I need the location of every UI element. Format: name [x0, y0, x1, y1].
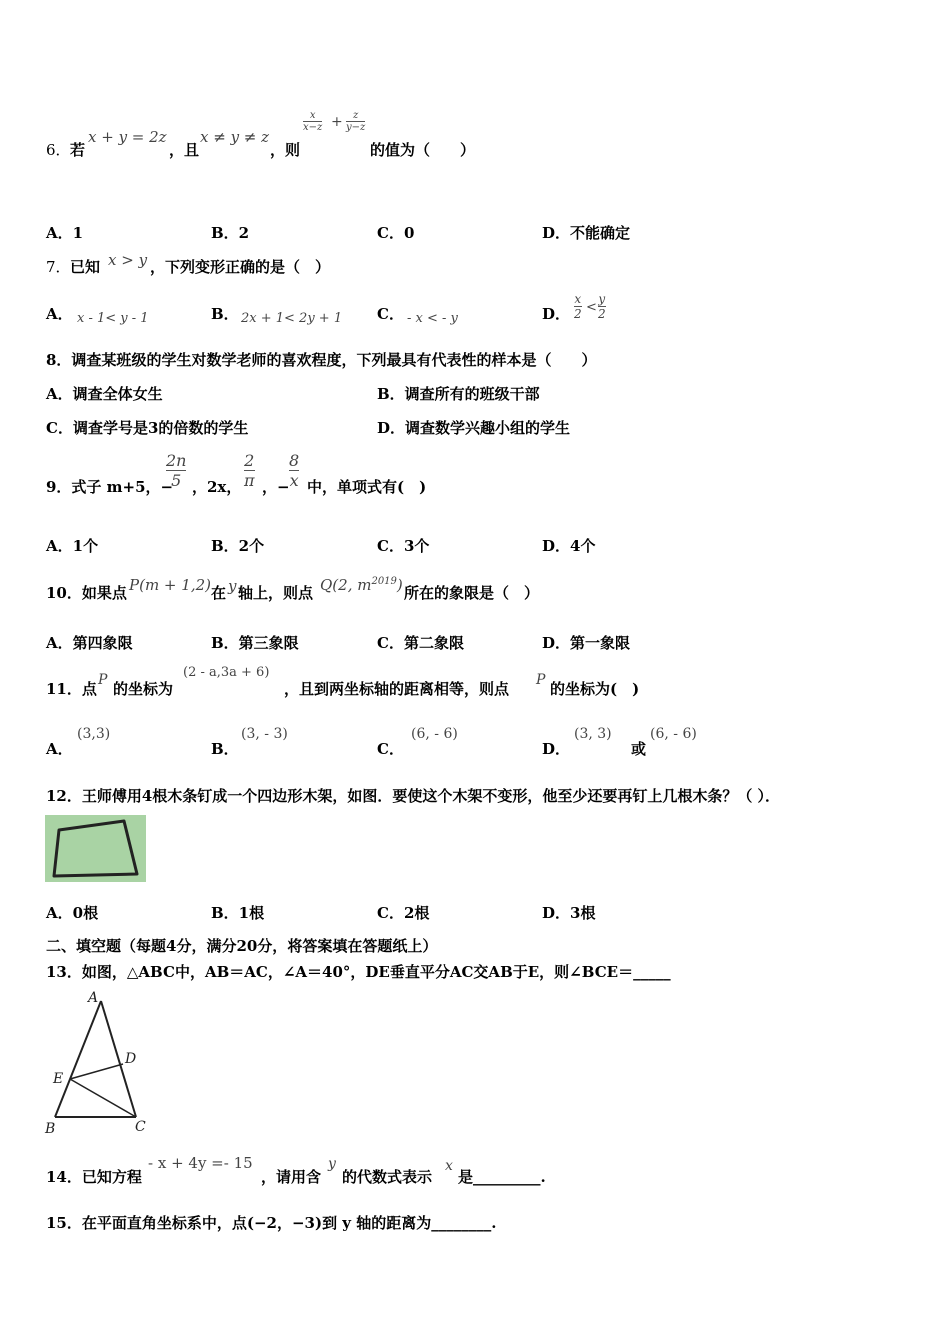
q7-d-den2: 2 — [598, 307, 606, 321]
q7-text-2: ，下列变形正确的是（ ） — [150, 258, 331, 276]
q6-option-d: D．不能确定 — [542, 224, 631, 242]
q6-option-c: C．0 — [377, 224, 415, 242]
q11-text-3: ，且到两坐标轴的距离相等，则点 — [284, 680, 510, 698]
q10-option-a: A．第四象限 — [46, 634, 133, 652]
q9-fraction-3 — [289, 451, 299, 490]
q9-f1-den: 5 — [171, 471, 182, 490]
q7-option-d-frac-2 — [598, 292, 606, 321]
q9-fraction-2 — [244, 451, 255, 490]
section-2-title: 二、填空题（每题4分，满分20分，将答案填在答题纸上） — [46, 937, 438, 955]
q6-number: 6． — [46, 141, 71, 159]
q6-plus: + — [331, 114, 343, 130]
q7-option-a-math: x - 1< y - 1 — [77, 311, 149, 326]
q11-text-2: 的坐标为 — [113, 680, 174, 698]
q14-text-4: 是_________. — [458, 1168, 546, 1186]
q6-frac2-den: y−z — [346, 122, 366, 133]
q6-math-1: x + y = 2z — [88, 128, 167, 146]
q7-option-c-math: - x < - y — [407, 311, 458, 326]
q10-option-b: B．第三象限 — [211, 634, 299, 652]
label-E: E — [53, 1071, 64, 1087]
q6-text-3: ，则 — [270, 141, 301, 159]
q9-option-b: B．2个 — [211, 537, 265, 555]
q10-text-3: 轴上，则点 — [238, 584, 314, 602]
q7-math-1: x > y — [108, 251, 148, 269]
q6-math-2: x ≠ y ≠ z — [200, 128, 270, 146]
q9-f2-den: π — [244, 471, 255, 490]
q6-option-b: B．2 — [211, 224, 250, 242]
q7-option-b-label: B． — [211, 305, 239, 323]
q7-option-d-lt: < — [586, 300, 597, 315]
q15-stem: 15．在平面直角坐标系中，点(−2，−3)到 y 轴的距离为________. — [46, 1214, 497, 1232]
segment-ED — [70, 1064, 123, 1079]
q10-text-1: 10．如果点 — [46, 584, 127, 602]
q6-frac1-den: x−z — [303, 122, 323, 133]
q12-stem: 12．王师傅用4根木条钉成一个四边形木架，如图．要使这个木架不变形，他至少还要再钉上几根木条？（ ）． — [46, 787, 781, 805]
q9-text-1: 9．式子 m+5，− — [46, 478, 174, 496]
q9-f3-den: x — [289, 471, 299, 490]
q10-math-3 — [320, 576, 403, 594]
q12-option-c: C．2根 — [377, 904, 430, 922]
q7-option-b-math: 2x + 1< 2y + 1 — [241, 311, 343, 326]
q7-option-a-label: A． — [46, 305, 73, 323]
q9-text-4: 中，单项式有( ) — [307, 478, 427, 496]
q11-option-d-label: D． — [542, 740, 571, 758]
q10-text-2: 在 — [211, 584, 227, 602]
q9-f2-num: 2 — [244, 451, 255, 470]
q7-option-d-label: D． — [542, 305, 571, 323]
q7-number: 7． — [46, 258, 71, 276]
q7-option-c-label: C． — [377, 305, 404, 323]
q14-text-1: 14．已知方程 — [46, 1168, 142, 1186]
q7-d-num2: y — [598, 292, 606, 306]
q11-option-d-math-2: (6, - 6) — [650, 726, 697, 742]
q11-option-a-label: A． — [46, 740, 73, 758]
q9-f1-num: 2n — [166, 451, 187, 470]
q11-math-3: P — [536, 672, 546, 688]
q9-f3-num: 8 — [289, 451, 300, 470]
q8-option-a: A．调查全体女生 — [46, 385, 163, 403]
q11-text-1: 11．点 — [46, 680, 97, 698]
q14-math-1: - x + 4y =- 15 — [148, 1154, 253, 1172]
q11-text-4: 的坐标为( ) — [550, 680, 640, 698]
q6-text-1: 若 — [70, 141, 86, 159]
q9-fraction-1 — [166, 451, 186, 490]
quadrilateral-figure — [45, 815, 146, 882]
q6-fraction-1 — [303, 110, 322, 133]
q7-d-den1: 2 — [574, 307, 582, 321]
segment-AB — [55, 1001, 101, 1117]
q11-option-a-math: (3,3) — [77, 726, 111, 742]
q11-option-d-or: 或 — [631, 740, 647, 758]
q10-math-3-end: ) — [396, 576, 403, 594]
q9-text-3: ，− — [262, 478, 290, 496]
q6-fraction-2 — [346, 110, 365, 133]
q7-text-1: 已知 — [70, 258, 101, 276]
q12-option-b: B．1根 — [211, 904, 265, 922]
label-B: B — [45, 1121, 56, 1137]
q13-stem: 13．如图，△ABC中，AB＝AC，∠A＝40°，DE垂直平分AC交AB于E，则∠BCE＝_____ — [46, 963, 671, 981]
q6-text-4: 的值为（ ） — [370, 141, 476, 159]
q11-option-d-math-1: (3, 3) — [574, 726, 612, 742]
q10-option-c: C．第二象限 — [377, 634, 464, 652]
q14-text-3: 的代数式表示 — [342, 1168, 433, 1186]
q14-math-3: x — [445, 1158, 453, 1174]
q9-option-a: A．1个 — [46, 537, 99, 555]
q11-option-b-math: (3, - 3) — [241, 726, 288, 742]
q11-option-c-label: C． — [377, 740, 404, 758]
q10-math-3-base: Q(2, m — [320, 576, 372, 594]
label-C: C — [135, 1119, 146, 1135]
q9-option-c: C．3个 — [377, 537, 430, 555]
q8-option-c: C．调查学号是3的倍数的学生 — [46, 419, 249, 437]
q8-option-d: D．调查数学兴趣小组的学生 — [377, 419, 571, 437]
q11-math-2: (2 - a,3a + 6) — [183, 665, 270, 680]
q7-option-d-frac-1 — [574, 292, 582, 321]
q8-stem: 8．调查某班级的学生对数学老师的喜欢程度，下列最具有代表性的样本是（ ） — [46, 351, 597, 369]
q11-option-c-math: (6, - 6) — [411, 726, 458, 742]
q10-text-4: 所在的象限是（ ） — [404, 584, 540, 602]
q7-d-num1: x — [574, 292, 582, 306]
q6-text-2: ，且 — [169, 141, 200, 159]
q6-option-a: A．1 — [46, 224, 84, 242]
q14-text-2: ，请用含 — [261, 1168, 322, 1186]
label-A: A — [88, 990, 99, 1006]
q6-frac2-num: z — [353, 110, 359, 121]
label-D: D — [125, 1051, 137, 1067]
q6-frac1-num: x — [309, 110, 316, 121]
q10-option-d: D．第一象限 — [542, 634, 631, 652]
q11-option-b-label: B． — [211, 740, 239, 758]
q9-option-d: D．4个 — [542, 537, 596, 555]
q9-text-2: ，2x， — [192, 478, 242, 496]
q10-math-1: P(m + 1,2) — [129, 576, 211, 594]
q12-option-d: D．3根 — [542, 904, 596, 922]
q12-option-a: A．0根 — [46, 904, 99, 922]
q14-math-2: y — [328, 1156, 336, 1172]
triangle-figure — [40, 988, 160, 1138]
q11-math-1: P — [98, 672, 108, 688]
q10-math-2: y — [228, 577, 237, 595]
q10-math-3-sup: 2019 — [371, 576, 397, 587]
q8-option-b: B．调查所有的班级干部 — [377, 385, 540, 403]
